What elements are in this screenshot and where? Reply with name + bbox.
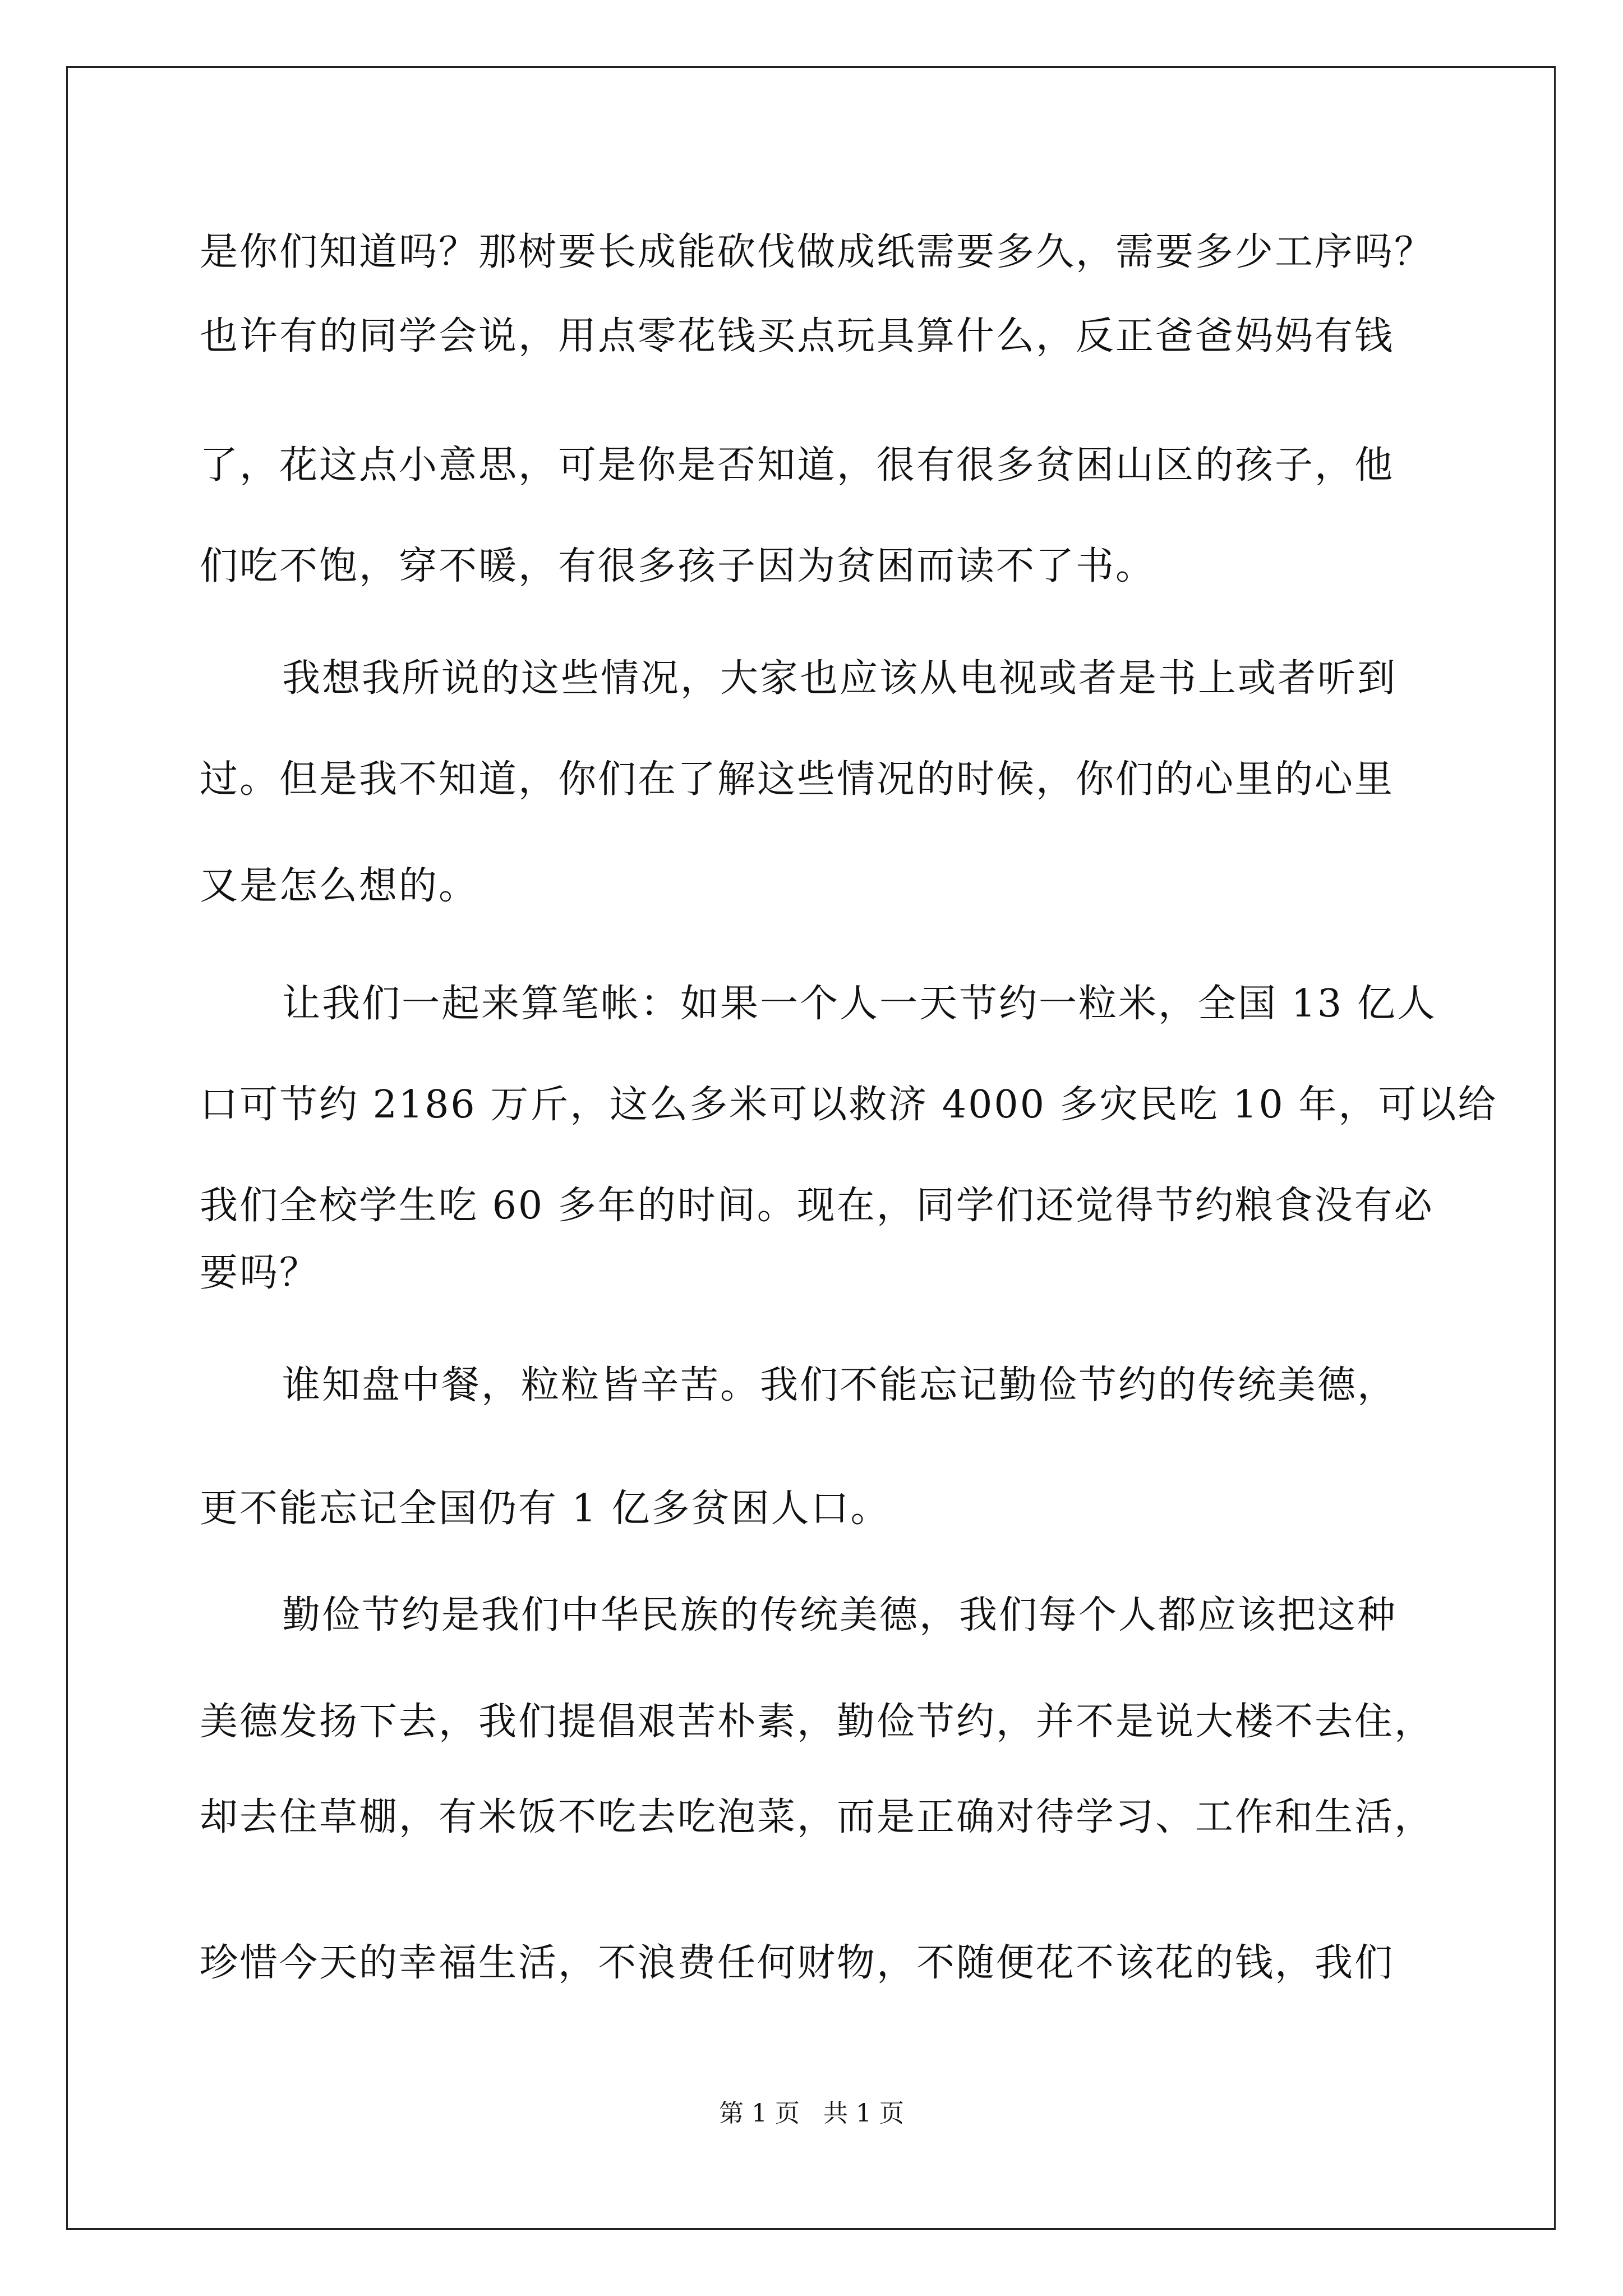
text-line: 过。但是我不知道，你们在了解这些情况的时候，你们的心里的心里 — [200, 757, 1395, 802]
text-line: 珍惜今天的幸福生活，不浪费任何财物，不随便花不该花的钱，我们 — [200, 1941, 1395, 1985]
text-line: 又是怎么想的。 — [200, 864, 479, 908]
text-line: 们吃不饱，穿不暖，有很多孩子因为贫困而读不了书。 — [200, 544, 1156, 588]
text-line: 勤俭节约是我们中华民族的传统美德，我们每个人都应该把这种 — [282, 1593, 1398, 1637]
text-line: 了，花这点小意思，可是你是否知道，很有很多贫困山区的孩子，他 — [200, 443, 1395, 487]
text-line: 我想我所说的这些情况，大家也应该从电视或者是书上或者听到 — [282, 656, 1398, 701]
text-line: 让我们一起来算笔帐：如果一个人一天节约一粒米，全国 13 亿人 — [282, 982, 1437, 1026]
text-line: 是你们知道吗？那树要长成能砍伐做成纸需要多久，需要多少工序吗？ — [200, 230, 1435, 274]
text-line: 口可节约 2186 万斤，这么多米可以救济 4000 多灾民吃 10 年，可以给 — [200, 1083, 1498, 1127]
text-line: 却去住草棚，有米饭不吃去吃泡菜，而是正确对待学习、工作和生活， — [200, 1795, 1435, 1839]
text-line: 也许有的同学会说，用点零花钱买点玩具算什么，反正爸爸妈妈有钱 — [200, 314, 1395, 358]
text-line: 美德发扬下去，我们提倡艰苦朴素，勤俭节约，并不是说大楼不去住， — [200, 1700, 1435, 1744]
text-line: 我们全校学生吃 60 多年的时间。现在，同学们还觉得节约粮食没有必 — [200, 1184, 1434, 1228]
page-frame — [66, 66, 1556, 2230]
page-number-footer: 第 1 页 共 1 页 — [719, 2099, 904, 2128]
text-line: 谁知盘中餐，粒粒皆辛苦。我们不能忘记勤俭节约的传统美德， — [282, 1363, 1398, 1407]
text-line: 更不能忘记全国仍有 1 亿多贫困人口。 — [200, 1487, 891, 1531]
text-line: 要吗？ — [200, 1251, 320, 1295]
